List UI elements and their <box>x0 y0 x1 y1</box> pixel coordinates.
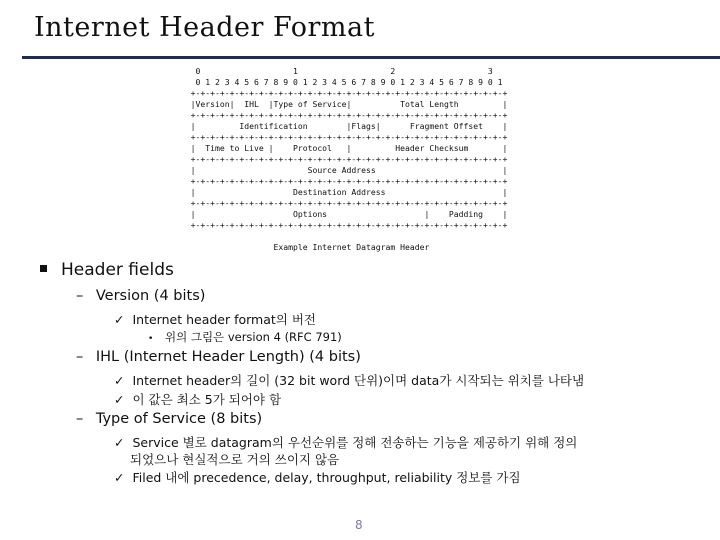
check-bullet-icon: ✓ <box>114 392 125 407</box>
tos-label: Type of Service (8 bits) <box>95 411 263 427</box>
version-label-item <box>76 288 205 304</box>
title-underline <box>22 56 720 59</box>
check-bullet-icon: ✓ <box>114 312 125 327</box>
heading-item <box>40 260 174 280</box>
dash-bullet-icon: – <box>76 411 84 427</box>
ihl-label-item <box>76 349 361 365</box>
ihl-point-1: ✓ Internet header의 길이 (32 bit word 단위)이며 data가 시작되는 위치를 나타냄 <box>114 373 585 388</box>
ihl-point-2: ✓ 이 값은 최소 5가 되어야 함 <box>114 392 282 407</box>
tos-point-2: ✓ Filed 내에 precedence, delay, throughput, reliability 정보를 가짐 <box>114 470 521 485</box>
square-bullet-icon <box>40 265 47 272</box>
tos-label-item <box>76 411 262 427</box>
version-sub-point: • 위의 그림은 version 4 (RFC 791) <box>148 330 342 344</box>
tos-point-1-continued: 되었으나 현실적으로 거의 쓰이지 않음 <box>130 452 340 467</box>
ip-header-diagram: 0 1 2 3 0 1 2 3 4 5 6 7 8 9 0 1 2 3 4 5 6 7 8 9 0 1 2 3 4 5 6 7 8 9 0 1 +-+-+-+-+-+-+-+-+-+-+-+-+-+-+-+-+-+-+-+-+-+-+-+-+-+-+-+-+-+-+-+-+ |Version| IHL |Type of Service| Total Length | +-+-+-+-+-+-+-+-+-+-+-+-+-+-+-+-+-+-+-+-+-+-+-+-+-+-+-+-+-+-+-+-+ | Identification |Flags| Fragment Offset | +-+-+-+-+-+-+-+-+-+-+-+-+-+-+-+-+-+-+-+-+-+-+-+-+-+-+-+-+-+-+-+-+ | Time to Live | Protocol | Header Checksum | +-+-+-+-+-+-+-+-+-+-+-+-+-+-+-+-+-+-+-+-+-+-+-+-+-+-+-+-+-+-+-+-+ | Source Address | +-+-+-+-+-+-+-+-+-+-+-+-+-+-+-+-+-+-+-+-+-+-+-+-+-+-+-+-+-+-+-+-+ | Destination Address | +-+-+-+-+-+-+-+-+-+-+-+-+-+-+-+-+-+-+-+-+-+-+-+-+-+-+-+-+-+-+-+-+ | Options | Padding | +-+-+-+-+-+-+-+-+-+-+-+-+-+-+-+-+-+-+-+-+-+-+-+-+-+-+-+-+-+-+-+-+ Example Internet Datagram Header <box>190 66 508 252</box>
dash-bullet-icon: – <box>76 288 84 304</box>
dash-bullet-icon: – <box>76 349 84 365</box>
page-number: 8 <box>355 518 363 532</box>
check-bullet-icon: ✓ <box>114 435 125 450</box>
ihl-label: IHL (Internet Header Length) (4 bits) <box>95 349 361 365</box>
version-point: ✓ Internet header format의 버전 <box>114 312 316 327</box>
check-bullet-icon: ✓ <box>114 373 125 388</box>
slide-title: Internet Header Format <box>34 12 375 43</box>
dot-bullet-icon: • <box>148 334 154 344</box>
heading-text: Header fields <box>61 260 174 280</box>
check-bullet-icon: ✓ <box>114 470 125 485</box>
tos-point-1: ✓ Service 별로 datagram의 우선순위를 정해 전송하는 기능을 제공하기 위해 정의 <box>114 435 578 450</box>
version-label: Version (4 bits) <box>95 288 206 304</box>
